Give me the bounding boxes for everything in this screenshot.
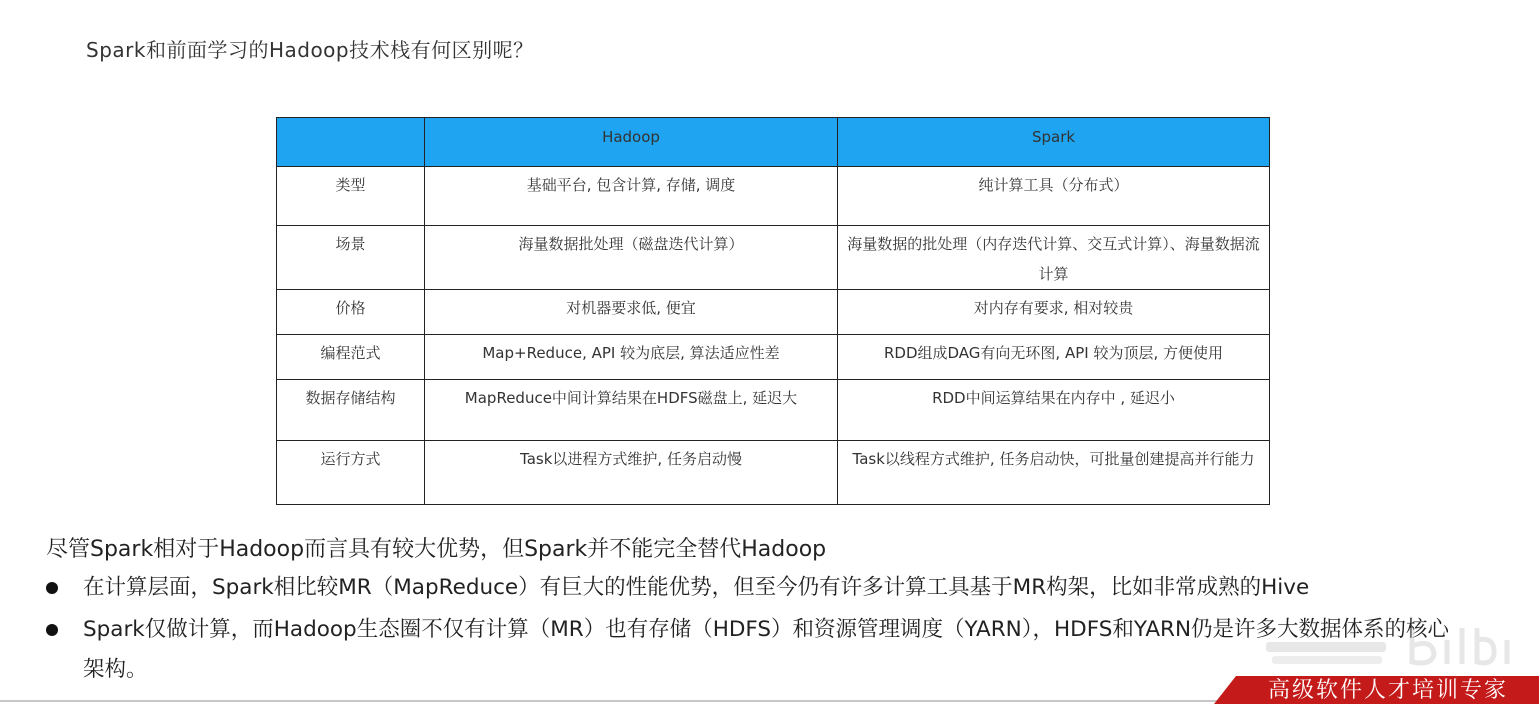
hadoop-cell: MapReduce中间计算结果在HDFS磁盘上, 延迟大 bbox=[425, 380, 838, 441]
header-spark: Spark bbox=[838, 118, 1270, 167]
header-empty-cell bbox=[277, 118, 425, 167]
spark-cell: Task以线程方式维护, 任务启动快，可批量创建提高并行能力 bbox=[838, 441, 1270, 505]
row-label: 价格 bbox=[277, 290, 425, 335]
spark-cell: RDD中间运算结果在内存中 , 延迟小 bbox=[838, 380, 1270, 441]
bilibili-watermark-icon bbox=[1262, 620, 1522, 670]
table-row bbox=[277, 167, 1270, 226]
row-label: 数据存储结构 bbox=[277, 380, 425, 441]
bullet-dot-icon bbox=[46, 582, 58, 594]
row-label: 编程范式 bbox=[277, 335, 425, 380]
table-row bbox=[277, 226, 1270, 290]
hadoop-cell: Map+Reduce, API 较为底层, 算法适应性差 bbox=[425, 335, 838, 380]
row-label: 类型 bbox=[277, 167, 425, 226]
hadoop-cell: 海量数据批处理（磁盘迭代计算） bbox=[425, 226, 838, 290]
table-header-row bbox=[277, 118, 1270, 167]
spark-cell: RDD组成DAG有向无环图, API 较为顶层, 方便使用 bbox=[838, 335, 1270, 380]
comparison-table bbox=[276, 117, 1270, 505]
spark-cell: 纯计算工具（分布式） bbox=[838, 167, 1270, 226]
bullet-text: Spark仅做计算，而Hadoop生态圈不仅有计算（MR）也有存储（HDFS）和资源管理调度（YARN），HDFS和YARN仍是许多大数据体系的核心架构。 bbox=[83, 617, 1450, 682]
row-label: 运行方式 bbox=[277, 441, 425, 505]
hadoop-cell: Task以进程方式维护, 任务启动慢 bbox=[425, 441, 838, 505]
bullet-text: 在计算层面，Spark相比较MR（MapReduce）有巨大的性能优势，但至今仍有许多计算工具基于MR构架，比如非常成熟的Hive bbox=[83, 575, 1310, 600]
table-row bbox=[277, 441, 1270, 505]
bullet-dot-icon bbox=[46, 624, 58, 636]
table-row bbox=[277, 335, 1270, 380]
footer-banner-text: 高级软件人才培训专家 bbox=[1268, 678, 1509, 703]
page-heading: Spark和前面学习的Hadoop技术栈有何区别呢？ bbox=[86, 38, 534, 62]
hadoop-cell: 基础平台, 包含计算, 存储, 调度 bbox=[425, 167, 838, 226]
row-label: 场景 bbox=[277, 226, 425, 290]
table-row bbox=[277, 380, 1270, 441]
hadoop-cell: 对机器要求低, 便宜 bbox=[425, 290, 838, 335]
summary-text: 尽管Spark相对于Hadoop而言具有较大优势，但Spark并不能完全替代Hadoop bbox=[46, 537, 827, 562]
spark-cell: 对内存有要求, 相对较贵 bbox=[838, 290, 1270, 335]
spark-cell: 海量数据的批处理（内存迭代计算、交互式计算）、海量数据流计算 bbox=[838, 226, 1270, 290]
header-hadoop: Hadoop bbox=[425, 118, 838, 167]
table-row bbox=[277, 290, 1270, 335]
